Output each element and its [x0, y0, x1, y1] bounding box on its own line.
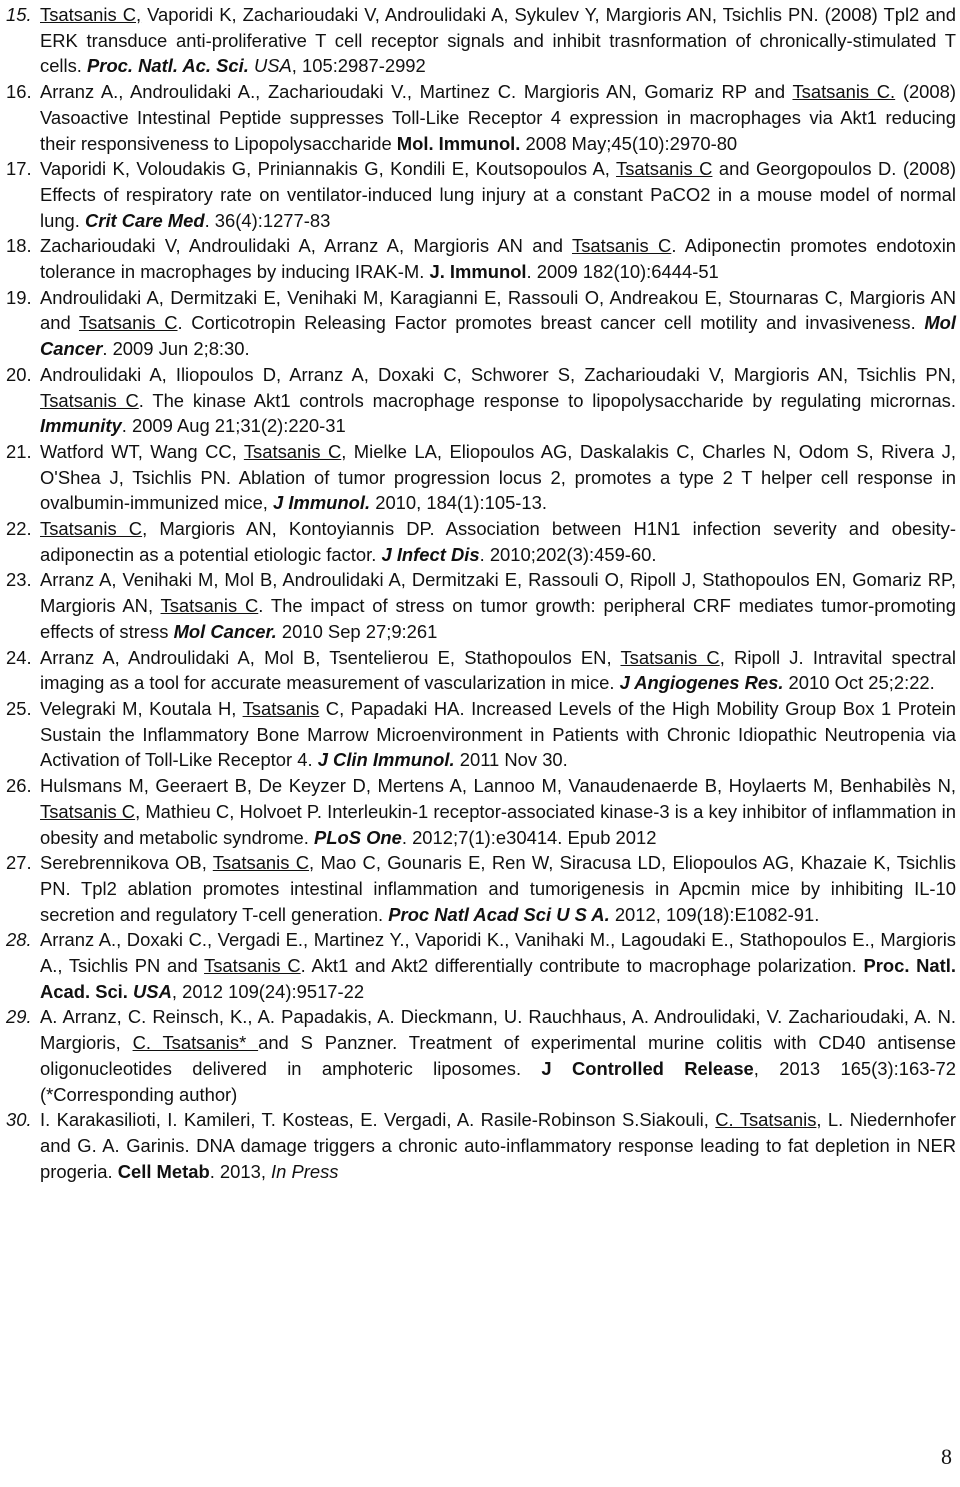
citation-text: 2008 May;45(10):2970-80 — [520, 132, 738, 154]
reference-number: 28. — [6, 929, 32, 951]
reference-number: 30. — [6, 1109, 32, 1131]
citation-text: 2010, 184(1):105-13. — [370, 492, 547, 514]
journal-name: J Angiogenes Res. — [619, 672, 784, 694]
citation-text: 2010 Sep 27;9:261 — [276, 620, 438, 642]
page-number: 8 — [941, 1444, 952, 1469]
citation-text: (2008) Vasoactive Intestinal Peptide suppresses Toll-Like Receptor 4 expression in macrophages via Akt1 reducing their responsiveness to Lipopolysaccharide — [40, 81, 956, 154]
citation-text: . 36(4):1277-83 — [204, 209, 331, 231]
journal-name: In Press — [271, 1160, 339, 1182]
citation-text: 2010 Oct 25;2:22. — [783, 672, 935, 694]
reference-item — [0, 773, 956, 850]
author-highlight: Tsatsanis — [242, 697, 320, 719]
reference-item — [0, 285, 956, 362]
citation-text: C, Papadaki HA. Increased Levels of the High Mobility Group Box 1 Protein Sustain the Inflammatory Bone Marrow Microenvironment in Patients with Chronic Idiopathic Neutropenia via Activation of Toll-Like Receptor 4. — [40, 697, 956, 771]
citation-text: and Georgopoulos D. (2008) Effects of respiratory rate on ventilator-induced lung injury at a constant PaCO2 in a mouse model of normal lung. — [40, 158, 956, 231]
citation-text: Velegraki M, Koutala H, — [40, 697, 243, 719]
author-highlight: Tsatsanis C — [40, 518, 143, 540]
reference-item — [0, 1107, 956, 1184]
citation-text: Androulidaki A, Dermitzaki E, Venihaki M, Karagianni E, Rassouli O, Andreakou E, Stournaras C, Margioris AN and — [40, 286, 956, 334]
reference-number: 17. — [6, 158, 32, 180]
reference-item — [0, 696, 956, 773]
citation-text: . 2013, — [209, 1160, 272, 1182]
journal-name: PLoS One — [313, 826, 402, 848]
reference-item — [0, 516, 956, 567]
citation-text: and S Panzner. Treatment of experimental murine colitis with CD40 antisense oligonucleotides delivered in amphoteric liposomes. — [40, 1032, 956, 1079]
reference-text — [40, 516, 956, 567]
reference-item — [0, 439, 956, 516]
reference-item — [0, 156, 956, 233]
author-highlight: Tsatsanis C — [616, 158, 713, 180]
citation-text: Arranz A., Doxaki C., Vergadi E., Martinez Y., Vaporidi K., Vanihaki M., Lagoudaki E., Stathopoulos E., Margioris A., Tsichlis PN and — [40, 929, 956, 977]
journal-name: Cell Metab — [117, 1160, 210, 1182]
journal-name: J. Immunol — [429, 261, 527, 283]
author-highlight: Tsatsanis C. — [792, 81, 896, 103]
citation-text: . 2012;7(1):e30414. Epub 2012 — [401, 826, 657, 848]
reference-number: 27. — [6, 852, 32, 874]
journal-name: USA — [133, 980, 172, 1002]
reference-number: 25. — [6, 697, 32, 719]
author-highlight: Tsatsanis C — [40, 800, 136, 822]
author-highlight: Tsatsanis C — [243, 440, 342, 462]
reference-number: 15. — [6, 4, 32, 25]
reference-text — [40, 567, 956, 644]
reference-item — [0, 2, 956, 79]
journal-name: Crit Care Med — [85, 209, 205, 231]
journal-name: Proc. Natl. Ac. Sci. — [87, 55, 249, 77]
reference-number: 22. — [6, 518, 32, 540]
citation-text: Zacharioudaki V, Androulidaki A, Arranz A, Margioris AN and — [40, 235, 572, 257]
reference-number: 29. — [6, 1006, 32, 1028]
reference-text — [40, 645, 956, 696]
reference-item — [0, 850, 956, 927]
journal-name: Proc. Natl. Acad. Sci. — [40, 955, 956, 1002]
journal-name: J Infect Dis — [381, 543, 480, 565]
citation-text: . Adiponectin promotes endotoxin tolerance in macrophages by inducing IRAK-M. — [40, 235, 957, 283]
citation-text: Arranz A, Androulidaki A, Mol B, Tsentelierou E, Stathopoulos EN, — [40, 646, 621, 668]
citation-text: A. Arranz, C. Reinsch, K., A. Papadakis, A. Dieckmann, U. Rauchhaus, A. Androulidaki, V. Zacharioudaki, A. N. Margioris, — [40, 1006, 956, 1054]
journal-name: J Immunol. — [273, 492, 371, 514]
citation-text: Serebrennikova OB, — [40, 852, 213, 874]
author-highlight: Tsatsanis C — [40, 389, 139, 411]
reference-number: 23. — [6, 569, 32, 591]
reference-text — [40, 1107, 956, 1184]
reference-text — [40, 2, 956, 79]
citation-text: , Mao C, Gounaris E, Ren W, Siracusa LD, Eliopoulos AG, Khazaie K, Tsichlis PN. Tpl2 ablation promotes intestinal inflammation and tumorigenesis in Apcmin mice by inhibiting IL-10 secretion and regulatory T-cell generation. — [40, 852, 956, 925]
reference-text — [40, 79, 956, 156]
reference-text — [40, 156, 956, 233]
journal-name: Mol Cancer. — [173, 620, 277, 642]
citation-text: Hulsmans M, Geeraert B, De Keyzer D, Mertens A, Lannoo M, Vanaudenaerde B, Hoylaerts M, Benhabilès N, — [40, 775, 956, 797]
citation-text: , Margioris AN, Kontoyiannis DP. Association between H1N1 infection severity and obesity-adiponectin as a potential etiologic factor. — [40, 518, 956, 565]
citation-text: . 2009 Aug 21;31(2):220-31 — [121, 415, 346, 437]
reference-item — [0, 927, 956, 1004]
citation-text: , 2012 109(24):9517-22 — [171, 980, 365, 1002]
reference-number: 19. — [6, 286, 32, 308]
citation-text: . 2009 Jun 2;8:30. — [102, 338, 250, 360]
reference-item — [0, 362, 956, 439]
journal-name: USA — [253, 55, 292, 77]
reference-text — [40, 773, 956, 850]
journal-name: J Clin Immunol. — [317, 749, 455, 771]
author-highlight: Tsatsanis C — [204, 955, 301, 977]
author-highlight: C. Tsatsanis* — [132, 1032, 259, 1054]
citation-text: . 2010;202(3):459-60. — [479, 543, 657, 565]
reference-item — [0, 567, 956, 644]
citation-text: Arranz A, Venihaki M, Mol B, Androulidaki A, Dermitzaki E, Rassouli O, Ripoll J, Stathopoulos EN, Gomariz RP, Margioris AN, — [40, 569, 956, 617]
citation-text: Watford WT, Wang CC, — [40, 440, 244, 462]
reference-number: 18. — [6, 235, 32, 257]
reference-list — [0, 2, 956, 1184]
journal-name: Proc Natl Acad Sci U S A. — [388, 903, 610, 925]
reference-text — [40, 927, 956, 1004]
reference-text — [40, 1004, 956, 1107]
citation-text: . Akt1 and Akt2 differentially contribute to macrophage polarization. — [300, 955, 864, 977]
citation-text: , 105:2987-2992 — [291, 55, 426, 77]
reference-number: 26. — [6, 775, 32, 797]
citation-text: 2012, 109(18):E1082-91. — [609, 903, 820, 925]
citation-text: , Mathieu C, Holvoet P. Interleukin-1 receptor-associated kinase-3 is a key inhibitor of inflammation in obesity and metabolic syndrome. — [40, 800, 957, 848]
reference-item — [0, 233, 956, 284]
reference-number: 20. — [6, 363, 32, 385]
journal-name: Mol. Immunol. — [396, 132, 521, 154]
reference-text — [40, 362, 956, 439]
reference-item — [0, 79, 956, 156]
author-highlight: Tsatsanis C — [78, 312, 178, 334]
citation-text: . The kinase Akt1 controls macrophage response to lipopolysaccharide by regulating micrornas. — [138, 389, 956, 411]
citation-text: , Ripoll J. Intravital spectral imaging as a tool for accurate measurement of vascularization in mice. — [40, 646, 956, 694]
citation-text: Vaporidi K, Zacharioudaki V, Androulidaki A, Sykulev Y, Margioris AN, Tsichlis PN. (2008) Tpl2 and ERK transduce anti-proliferative T cell receptor signals and inhibit trasnformation of chronically-stimulated T cells. — [40, 4, 956, 77]
citation-text: I. Karakasilioti, I. Kamileri, T. Kosteas, E. Vergadi, A. Rasile-Robinson S.Siakouli, — [40, 1109, 716, 1131]
reference-text — [40, 850, 956, 927]
citation-text: , 2013 165(3):163-72 (*Corresponding author) — [40, 1057, 957, 1105]
reference-text — [40, 233, 956, 284]
author-highlight: Tsatsanis C — [160, 595, 259, 617]
citation-text: Androulidaki A, Iliopoulos D, Arranz A, Doxaki C, Schworer S, Zacharioudaki V, Margioris AN, Tsichlis PN, — [40, 363, 956, 385]
journal-name: J Controlled Release — [541, 1057, 754, 1079]
journal-name: Immunity — [40, 415, 122, 437]
reference-number: 24. — [6, 646, 32, 668]
reference-text — [40, 439, 956, 516]
journal-name: Mol Cancer — [40, 312, 956, 360]
citation-text: , Mielke LA, Eliopoulos AG, Daskalakis C, Charles N, Odom S, Rivera J, O'Shea J, Tsichlis PN. Ablation of tumor progression locus 2, promotes a type 2 T helper cell response in ovalbumin-immunized mice, — [40, 440, 956, 514]
reference-text — [40, 285, 956, 362]
reference-item — [0, 645, 956, 696]
citation-text: . The impact of stress on tumor growth: peripheral CRF mediates tumor-promoting effects of stress — [40, 595, 956, 642]
reference-number: 21. — [6, 440, 32, 462]
author-highlight: Tsatsanis C — [620, 646, 720, 668]
reference-number: 16. — [6, 81, 32, 103]
citation-text: 2011 Nov 30. — [454, 749, 568, 771]
author-highlight: Tsatsanis C — [212, 852, 310, 874]
author-highlight: C. Tsatsanis — [715, 1109, 817, 1131]
citation-text: Vaporidi K, Voloudakis G, Priniannakis G, Kondili E, Koutsopoulos A, — [40, 158, 617, 180]
reference-item — [0, 1004, 956, 1107]
author-highlight: Tsatsanis C — [572, 235, 672, 257]
citation-text: . 2009 182(10):6444-51 — [526, 261, 719, 283]
author-highlight: Tsatsanis C, — [40, 4, 142, 25]
reference-text — [40, 696, 956, 773]
citation-text: Arranz A., Androulidaki A., Zacharioudaki V., Martinez C. Margioris AN, Gomariz RP and — [40, 81, 793, 103]
citation-text: . Corticotropin Releasing Factor promotes breast cancer cell motility and invasiveness. — [177, 312, 925, 334]
citation-text: , L. Niedernhofer and G. A. Garinis. DNA damage triggers a chronic auto-inflammatory response leading to fat depletion in NER progeria. — [40, 1109, 956, 1182]
